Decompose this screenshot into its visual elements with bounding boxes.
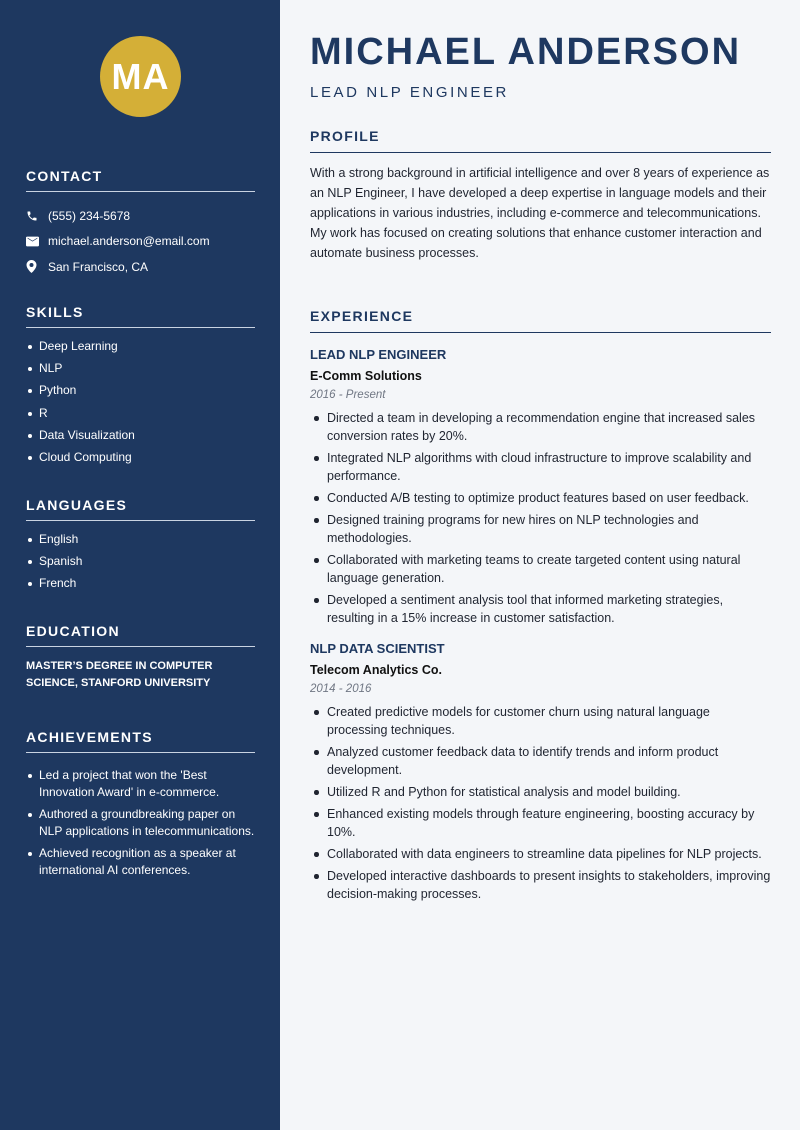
avatar-initials: MA [111,55,170,97]
experience-section [310,308,771,907]
location-pin-icon [26,260,48,273]
skill-item: NLP [26,361,255,376]
job-bullet: Created predictive models for customer churn using natural language processing techniques. [310,703,771,739]
profile-heading: PROFILE [310,128,771,153]
job-title: LEAD NLP ENGINEER [310,347,447,362]
education-degree [26,658,255,692]
sidebar [0,0,280,1130]
achievements-list [26,767,255,879]
achievement-item: Led a project that won the 'Best Innovation Award' in e-commerce. [26,767,255,801]
education-line-1: MASTER’S DEGREE IN COMPUTER [26,660,213,672]
contact-heading: CONTACT [26,168,255,192]
skill-item: Data Visualization [26,428,255,443]
languages-heading: LANGUAGES [26,497,255,521]
contact-location: San Francisco, CA [48,259,149,274]
achievement-item: Achieved recognition as a speaker at international AI conferences. [26,845,255,879]
job-bullet: Collaborated with marketing teams to create targeted content using natural language generation. [310,551,771,587]
job-title: NLP DATA SCIENTIST [310,641,445,656]
email-icon [26,236,48,247]
job-dates: 2016 - Present [310,389,386,401]
education-section [26,623,255,692]
contact-section [26,168,255,280]
job-bullets [310,409,771,627]
job-bullet: Developed a sentiment analysis tool that informed marketing strategies, resulting in a 15% increase in customer satisfaction. [310,591,771,627]
languages-section [26,497,255,599]
contact-phone-row [26,203,255,229]
skill-item: Python [26,383,255,398]
job-bullet: Developed interactive dashboards to present insights to stakeholders, improving decision-making processes. [310,867,771,903]
job-company: Telecom Analytics Co. [310,663,442,677]
contact-location-row [26,254,255,280]
candidate-name: MICHAEL ANDERSON [310,31,742,73]
job-bullet: Analyzed customer feedback data to identify trends and inform product development. [310,743,771,779]
job-bullets [310,703,771,903]
contact-phone[interactable]: (555) 234-5678 [48,208,131,223]
languages-list [26,532,255,591]
language-item: French [26,576,255,591]
skills-heading: SKILLS [26,304,255,328]
job-bullet: Collaborated with data engineers to streamline data pipelines for NLP projects. [310,845,771,863]
skills-section [26,304,255,472]
achievements-section [26,729,255,884]
candidate-title: LEAD NLP ENGINEER [310,84,509,101]
skill-item: Cloud Computing [26,450,255,465]
education-line-2: SCIENCE, STANFORD UNIVERSITY [26,677,211,689]
skill-item: Deep Learning [26,339,255,354]
avatar [100,36,181,117]
job-entry [310,641,771,903]
language-item: English [26,532,255,547]
achievement-item: Authored a groundbreaking paper on NLP applications in telecommunications. [26,806,255,840]
skills-list [26,339,255,465]
experience-heading: EXPERIENCE [310,308,771,333]
job-dates: 2014 - 2016 [310,683,372,695]
job-bullet: Enhanced existing models through feature engineering, boosting accuracy by 10%. [310,805,771,841]
contact-email-row [26,229,255,255]
profile-text: With a strong background in artificial intelligence and over 8 years of experience as an NLP Engineer, I have developed a deep expertise in language models and their applications in various industries, including e-commerce and telecommunications. My work has focused on creating solutions that enhance customer interaction and automate business processes. [310,166,770,260]
phone-icon [26,210,48,222]
profile-section [310,128,771,263]
language-item: Spanish [26,554,255,569]
job-company: E-Comm Solutions [310,369,422,383]
job-bullet: Integrated NLP algorithms with cloud infrastructure to improve scalability and performance. [310,449,771,485]
skill-item: R [26,406,255,421]
job-bullet: Utilized R and Python for statistical analysis and model building. [310,783,771,801]
education-heading: EDUCATION [26,623,255,647]
contact-email[interactable]: michael.anderson@email.com [48,234,210,249]
achievements-heading: ACHIEVEMENTS [26,729,255,753]
job-bullet: Directed a team in developing a recommendation engine that increased sales conversion rates by 20%. [310,409,771,445]
job-entry [310,347,771,627]
job-bullet: Designed training programs for new hires on NLP technologies and methodologies. [310,511,771,547]
job-bullet: Conducted A/B testing to optimize product features based on user feedback. [310,489,771,507]
